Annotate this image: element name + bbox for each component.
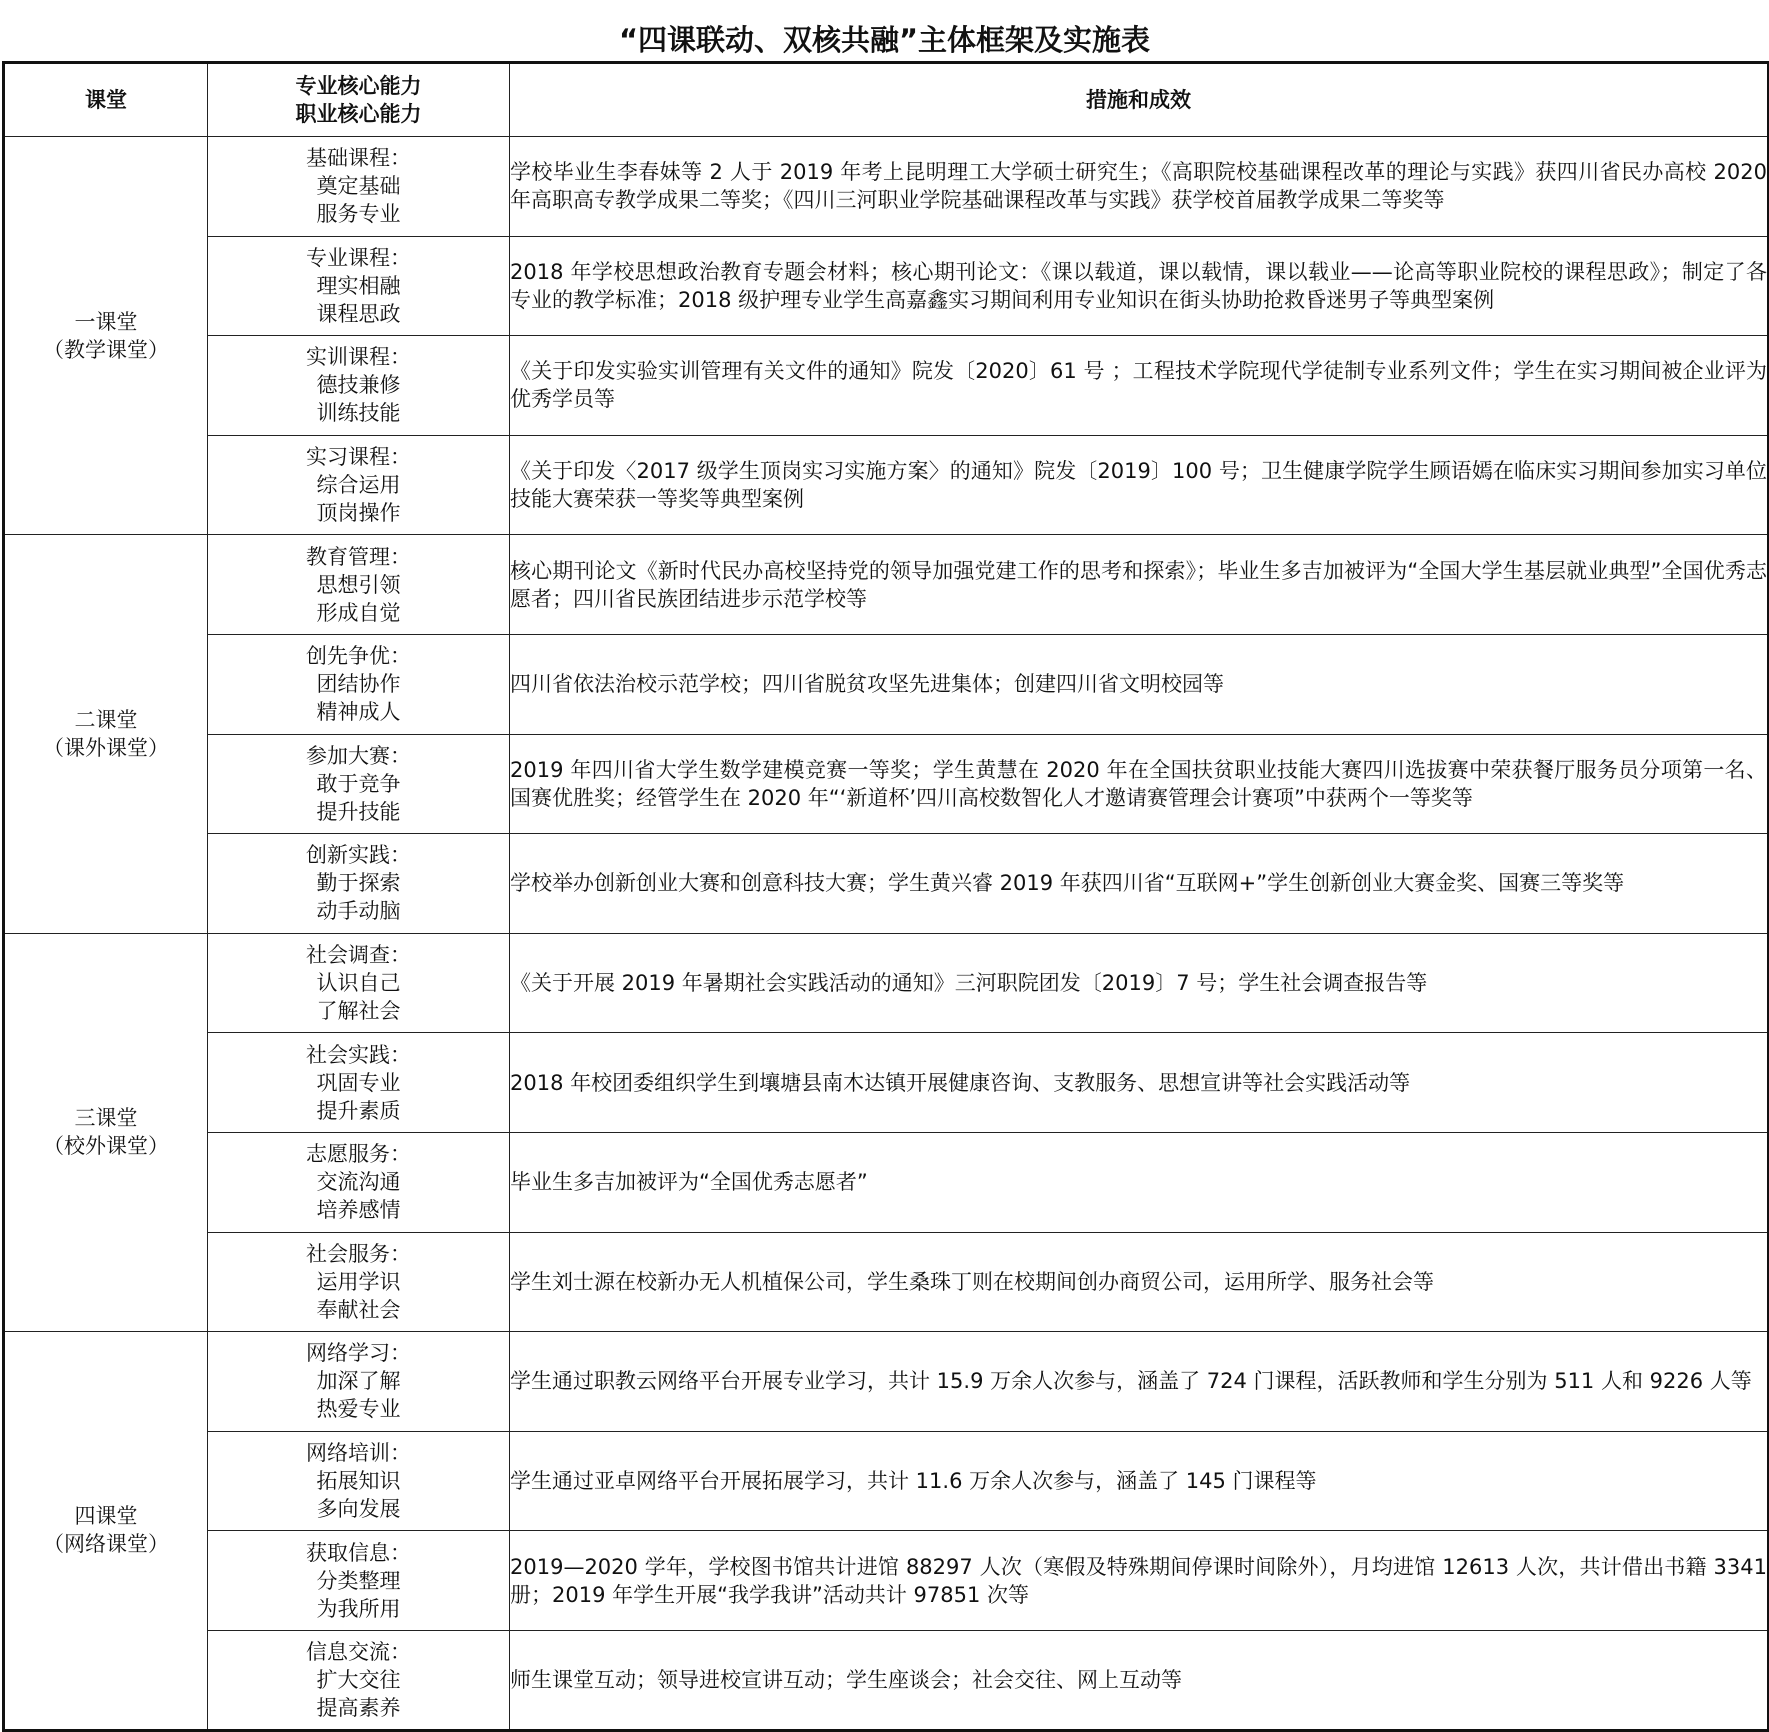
measures-cell: 师生课堂互动；领导进校宣讲互动；学生座谈会；社会交往、网上互动等	[510, 1630, 1769, 1730]
table-row	[4, 435, 1769, 535]
measures-cell: 学生刘士源在校新办无人机植保公司，学生桑珠丁则在校期间创办商贸公司，运用所学、服务社会等	[510, 1232, 1769, 1332]
ability-goal: 提升技能	[316, 799, 401, 824]
table-row	[4, 535, 1769, 635]
header-measures: 措施和成效	[510, 63, 1769, 137]
classroom-cell	[4, 137, 208, 535]
ability-category: 社会实践：	[306, 1042, 411, 1067]
measures-cell: 2019 年四川省大学生数学建模竞赛一等奖；学生黄慧在 2020 年在全国扶贫职业技能大赛四川选拔赛中荣获餐厅服务员分项第一名、国赛优胜奖；经管学生在 2020 年“‘新道杯’四川高校数智化人才邀请赛管理会计赛项”中获两个一等奖等	[510, 734, 1769, 834]
ability-goal: 思想引领	[316, 572, 401, 597]
table-row	[4, 634, 1769, 734]
ability-goal: 顶岗操作	[316, 501, 401, 526]
ability-goal: 理实相融	[316, 273, 401, 298]
ability-goal: 勤于探索	[316, 871, 401, 896]
classroom-type: （网络课堂）	[43, 1532, 169, 1557]
table-row	[4, 1531, 1769, 1631]
ability-category: 创新实践：	[306, 843, 411, 868]
ability-cell	[208, 933, 510, 1033]
classroom-type: （校外课堂）	[43, 1134, 169, 1159]
ability-cell	[208, 1132, 510, 1232]
ability-category: 网络学习：	[306, 1341, 411, 1366]
table-row	[4, 1332, 1769, 1432]
ability-cell	[208, 1531, 510, 1631]
table-row	[4, 236, 1769, 336]
ability-goal: 热爱专业	[316, 1397, 401, 1422]
ability-goal: 培养感情	[316, 1198, 401, 1223]
ability-goal: 认识自己	[316, 971, 401, 996]
measures-cell: 《关于印发实验实训管理有关文件的通知》院发〔2020〕61 号 ；工程技术学院现代学徒制专业系列文件；学生在实习期间被企业评为优秀学员等	[510, 336, 1769, 436]
ability-category: 志愿服务：	[306, 1142, 411, 1167]
ability-cell	[208, 137, 510, 237]
classroom-name: 二课堂	[74, 708, 138, 733]
header-ability-line1: 专业核心能力	[295, 74, 422, 98]
ability-goal: 课程思政	[316, 301, 401, 326]
measures-cell: 2019—2020 学年，学校图书馆共计进馆 88297 人次（寒假及特殊期间停课时间除外），月均进馆 12613 人次，共计借出书籍 3341 册；2019 年学生开展“我学我讲”活动共计 97851 次等	[510, 1531, 1769, 1631]
ability-goal: 多向发展	[316, 1497, 401, 1522]
classroom-cell	[4, 933, 208, 1331]
measures-cell: 《关于开展 2019 年暑期社会实践活动的通知》三河职院团发〔2019〕7 号；学生社会调查报告等	[510, 933, 1769, 1033]
ability-category: 社会服务：	[306, 1241, 411, 1266]
ability-cell	[208, 535, 510, 635]
ability-category: 信息交流：	[306, 1639, 411, 1664]
measures-cell: 2018 年校团委组织学生到壤塘县南木达镇开展健康咨询、支教服务、思想宣讲等社会实践活动等	[510, 1033, 1769, 1133]
measures-cell: 学校毕业生李春妹等 2 人于 2019 年考上昆明理工大学硕士研究生；《高职院校基础课程改革的理论与实践》获四川省民办高校 2020 年高职高专教学成果二等奖；《四川三河职业学院基础课程改革与实践》获学校首届教学成果二等奖等	[510, 137, 1769, 237]
ability-category: 获取信息：	[306, 1540, 411, 1565]
ability-goal: 交流沟通	[316, 1170, 401, 1195]
classroom-cell	[4, 535, 208, 933]
table-row	[4, 1033, 1769, 1133]
measures-cell: 学生通过亚卓网络平台开展拓展学习，共计 11.6 万余人次参与，涵盖了 145 门课程等	[510, 1431, 1769, 1531]
ability-goal: 加深了解	[316, 1369, 401, 1394]
ability-goal: 拓展知识	[316, 1469, 401, 1494]
classroom-type: （教学课堂）	[43, 337, 169, 362]
measures-cell: 四川省依法治校示范学校；四川省脱贫攻坚先进集体；创建四川省文明校园等	[510, 634, 1769, 734]
ability-goal: 敢于竞争	[316, 771, 401, 796]
table-row	[4, 137, 1769, 237]
ability-cell	[208, 734, 510, 834]
ability-goal: 分类整理	[316, 1568, 401, 1593]
ability-goal: 扩大交往	[316, 1667, 401, 1692]
ability-goal: 德技兼修	[316, 373, 401, 398]
ability-category: 专业课程：	[306, 245, 411, 270]
measures-cell: 学校举办创新创业大赛和创意科技大赛；学生黄兴睿 2019 年获四川省“互联网+”学生创新创业大赛金奖、国赛三等奖等	[510, 834, 1769, 934]
header-row	[4, 63, 1769, 137]
ability-category: 社会调查：	[306, 943, 411, 968]
table-row	[4, 834, 1769, 934]
ability-category: 基础课程：	[306, 146, 411, 171]
ability-goal: 形成自觉	[316, 600, 401, 625]
measures-cell: 核心期刊论文《新时代民办高校坚持党的领导加强党建工作的思考和探索》；毕业生多吉加被评为“全国大学生基层就业典型”全国优秀志愿者；四川省民族团结进步示范学校等	[510, 535, 1769, 635]
table-row	[4, 1630, 1769, 1730]
ability-cell	[208, 435, 510, 535]
ability-goal: 提高素养	[316, 1695, 401, 1720]
table-row	[4, 734, 1769, 834]
ability-cell	[208, 634, 510, 734]
ability-goal: 奠定基础	[316, 174, 401, 199]
ability-goal: 运用学识	[316, 1269, 401, 1294]
measures-cell: 《关于印发〈2017 级学生顶岗实习实施方案〉的通知》院发〔2019〕100 号；卫生健康学院学生顾语嫣在临床实习期间参加实习单位技能大赛荣获一等奖等典型案例	[510, 435, 1769, 535]
table-row	[4, 1132, 1769, 1232]
framework-table	[2, 61, 1769, 1732]
page-title: “四课联动、双核共融”主体框架及实施表	[618, 23, 1151, 57]
ability-cell	[208, 834, 510, 934]
table-row	[4, 336, 1769, 436]
table-body	[4, 137, 1769, 1731]
classroom-name: 一课堂	[74, 309, 138, 334]
ability-goal: 奉献社会	[316, 1297, 401, 1322]
measures-cell: 毕业生多吉加被评为“全国优秀志愿者”	[510, 1132, 1769, 1232]
table-row	[4, 1431, 1769, 1531]
ability-category: 参加大赛：	[306, 743, 411, 768]
ability-cell	[208, 336, 510, 436]
ability-goal: 团结协作	[316, 672, 401, 697]
measures-cell: 2018 年学校思想政治教育专题会材料；核心期刊论文：《课以载道，课以载情，课以载业——论高等职业院校的课程思政》；制定了各专业的教学标准；2018 级护理专业学生高嘉鑫实习期间利用专业知识在街头协助抢救昏迷男子等典型案例	[510, 236, 1769, 336]
measures-cell: 学生通过职教云网络平台开展专业学习，共计 15.9 万余人次参与，涵盖了 724 门课程，活跃教师和学生分别为 511 人和 9226 人等	[510, 1332, 1769, 1432]
table-row	[4, 933, 1769, 1033]
classroom-type: （课外课堂）	[43, 736, 169, 761]
ability-cell	[208, 236, 510, 336]
ability-cell	[208, 1630, 510, 1730]
ability-category: 教育管理：	[306, 544, 411, 569]
ability-goal: 服务专业	[316, 202, 401, 227]
ability-cell	[208, 1033, 510, 1133]
ability-goal: 动手动脑	[316, 899, 401, 924]
ability-cell	[208, 1431, 510, 1531]
classroom-name: 四课堂	[74, 1504, 138, 1529]
header-ability-line2: 职业核心能力	[295, 102, 422, 126]
classroom-name: 三课堂	[74, 1106, 138, 1131]
ability-cell	[208, 1232, 510, 1332]
ability-goal: 综合运用	[316, 473, 401, 498]
ability-goal: 巩固专业	[316, 1070, 401, 1095]
ability-category: 网络培训：	[306, 1441, 411, 1466]
ability-category: 实训课程：	[306, 345, 411, 370]
ability-goal: 了解社会	[316, 999, 401, 1024]
ability-goal: 提升素质	[316, 1098, 401, 1123]
ability-category: 实习课程：	[306, 445, 411, 470]
ability-goal: 精神成人	[316, 700, 401, 725]
header-ability	[208, 63, 510, 137]
header-room: 课堂	[4, 63, 208, 137]
ability-goal: 为我所用	[316, 1596, 401, 1621]
ability-category: 创先争优：	[306, 644, 411, 669]
classroom-cell	[4, 1332, 208, 1730]
table-row	[4, 1232, 1769, 1332]
ability-cell	[208, 1332, 510, 1432]
ability-goal: 训练技能	[316, 401, 401, 426]
